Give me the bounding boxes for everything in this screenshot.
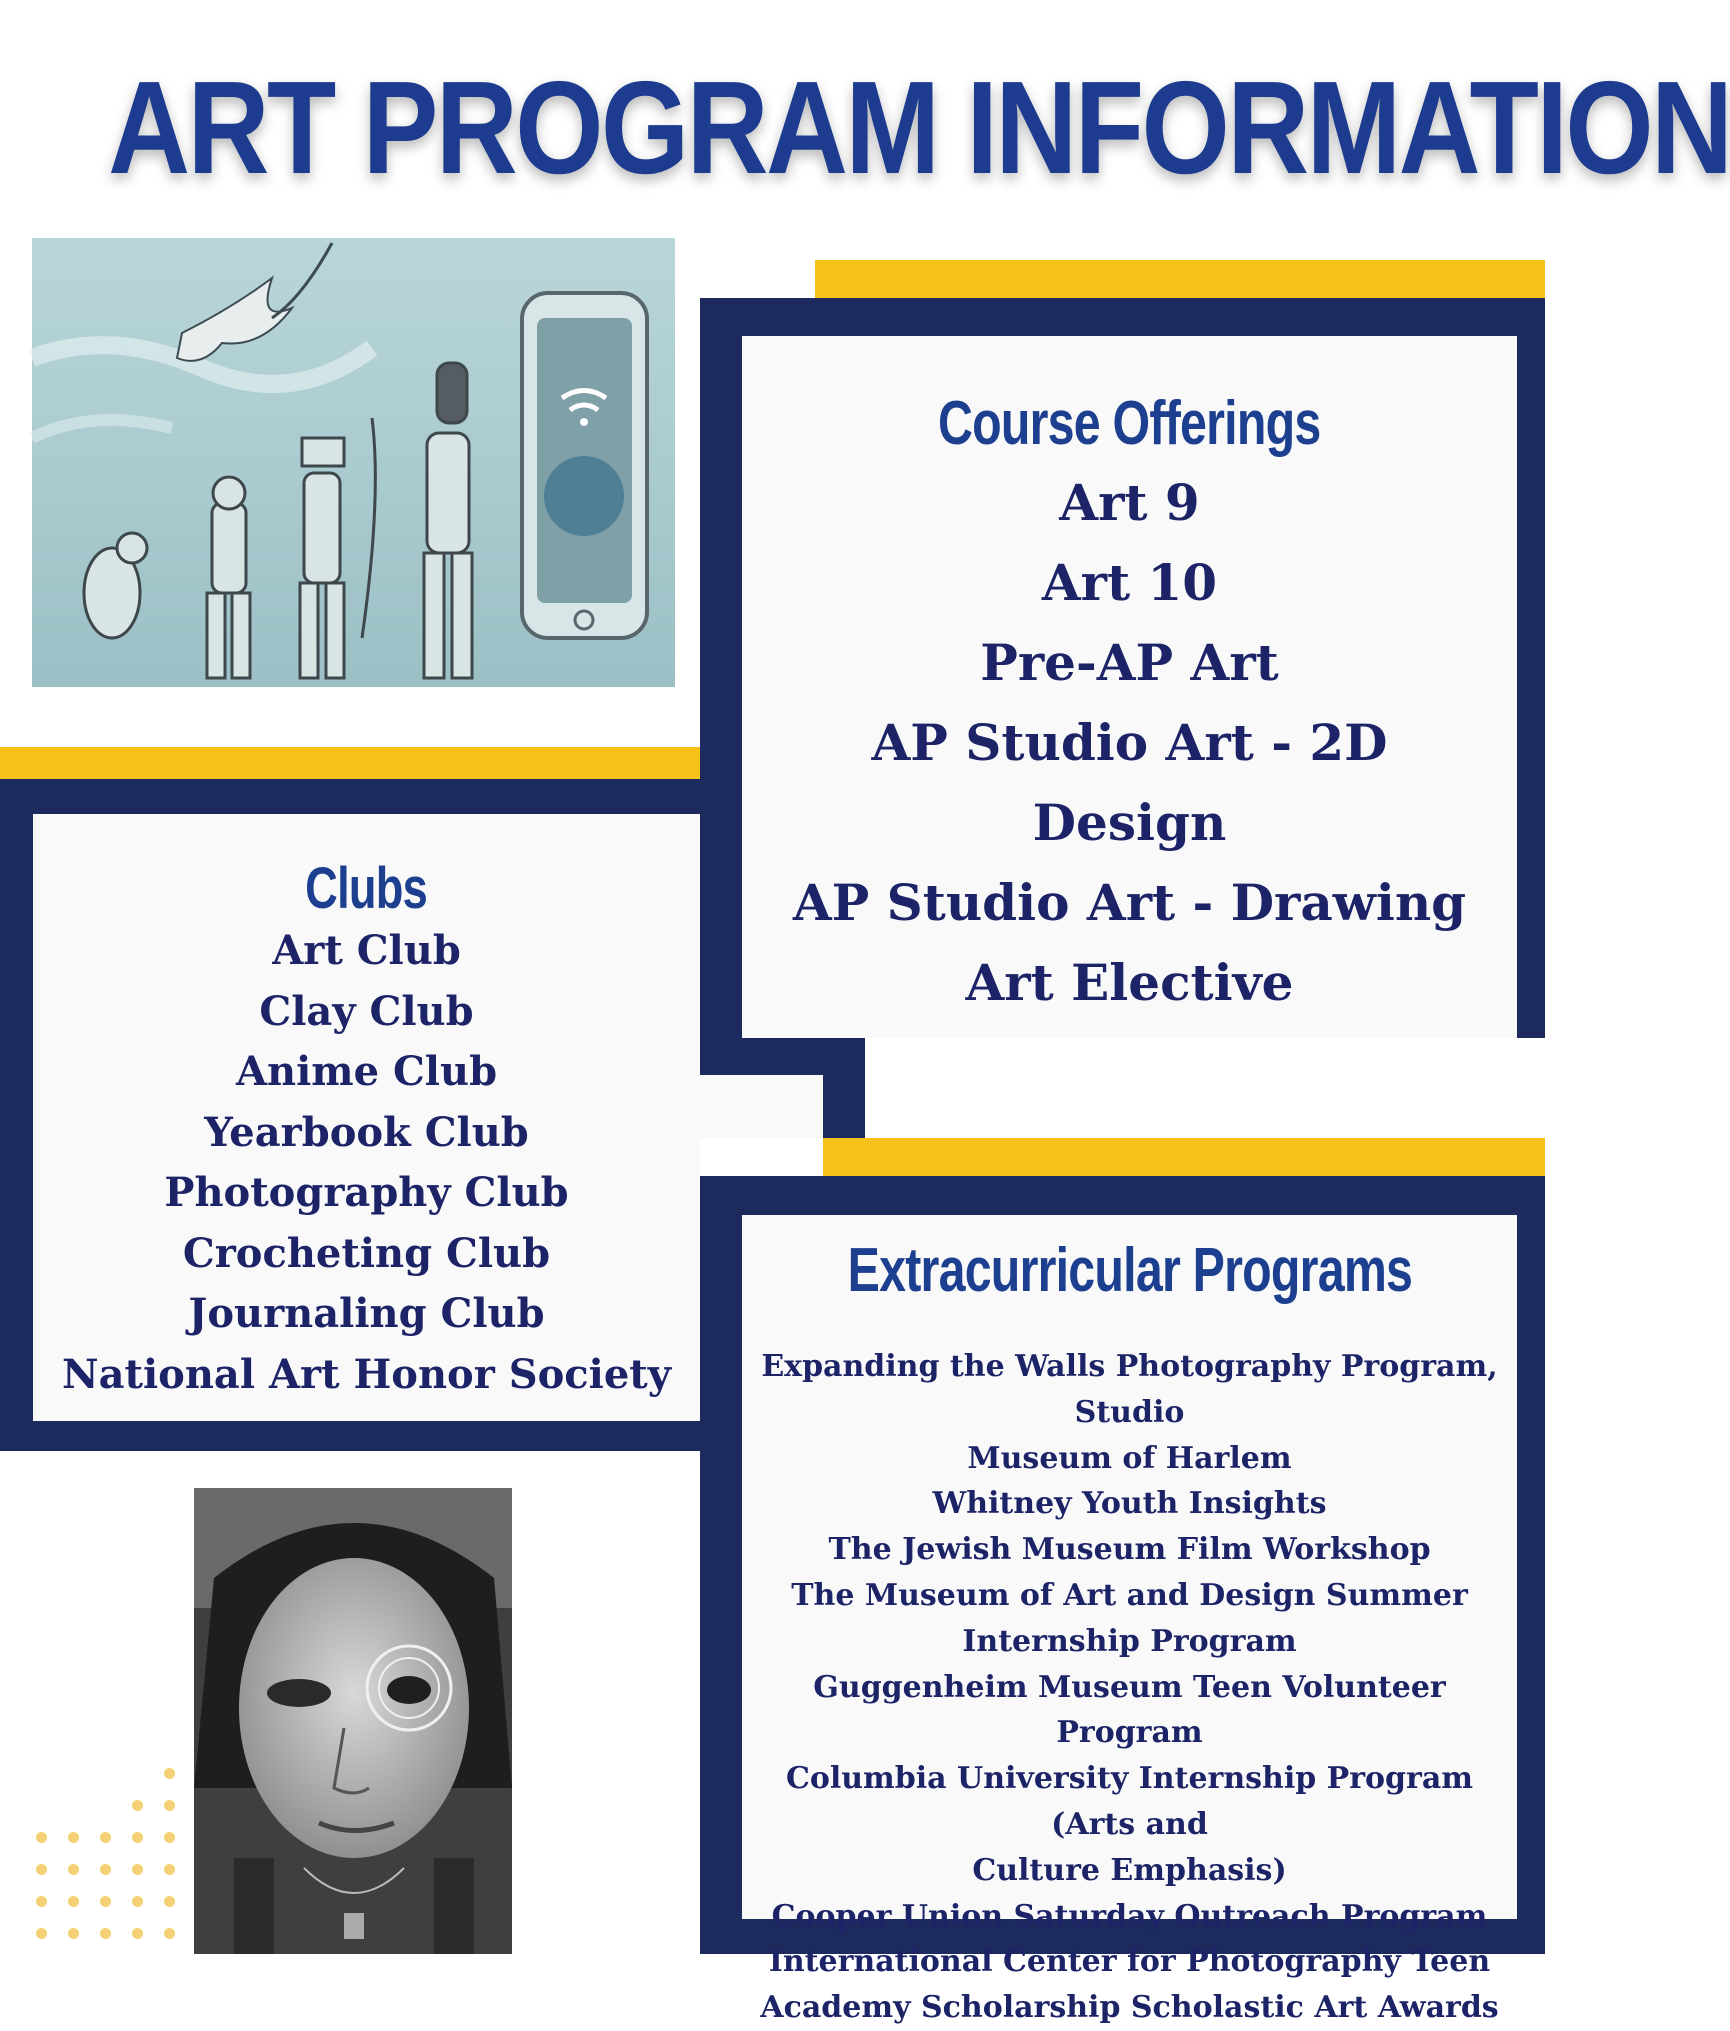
decorative-dot: [132, 1896, 143, 1907]
program-line: International Center for Photography Teen: [768, 1944, 1491, 1980]
painting-illustration: [32, 238, 675, 687]
gold-accent-bar: [0, 747, 700, 779]
decorative-dot: [100, 1864, 111, 1875]
program-line: Academy Scholarship Scholastic Art Awards: [760, 1990, 1499, 2026]
decorative-dot: [36, 1896, 47, 1907]
decorative-dot: [68, 1928, 79, 1939]
page-title: ART PROGRAM INFORMATION: [108, 54, 1730, 201]
decorative-dot: [164, 1928, 175, 1939]
decorative-dot: [132, 1864, 143, 1875]
decorative-dot: [164, 1800, 175, 1811]
course-item: Art 10: [1041, 553, 1218, 612]
clubs-heading: Clubs: [305, 856, 428, 921]
course-item: Art 9: [1059, 473, 1200, 532]
gold-accent-bar: [815, 260, 1545, 298]
connector-gap: [700, 1075, 823, 1138]
clubs-panel: [33, 814, 700, 1421]
course-offerings-heading: Course Offerings: [938, 389, 1321, 458]
decorative-dot: [132, 1928, 143, 1939]
course-item: Art Elective: [965, 953, 1294, 1012]
club-item: Yearbook Club: [204, 1108, 529, 1156]
program-line: Museum of Harlem: [967, 1440, 1292, 1476]
club-item: Clay Club: [259, 987, 474, 1035]
club-item: Photography Club: [164, 1169, 569, 1216]
program-line: The Jewish Museum Film Workshop: [828, 1532, 1431, 1568]
gold-accent-bar: [823, 1138, 1545, 1176]
decorative-dot: [68, 1864, 79, 1875]
decorative-dot: [164, 1832, 175, 1843]
painting-image: [32, 238, 675, 687]
club-item: Art Club: [272, 927, 461, 974]
decorative-dot: [68, 1896, 79, 1907]
program-line: Columbia University Internship Program (Arts and: [785, 1761, 1474, 1842]
decorative-dot: [68, 1832, 79, 1843]
portrait-image: [194, 1488, 512, 1954]
program-line: Guggenheim Museum Teen Volunteer Program: [813, 1669, 1446, 1751]
program-line: Expanding the Walls Photography Program, Studio: [761, 1349, 1498, 1430]
decorative-dot: [100, 1928, 111, 1939]
program-line: Cooper Union Saturday Outreach Program: [771, 1898, 1488, 1934]
course-offerings-panel: [742, 336, 1517, 1038]
decorative-dot: [100, 1832, 111, 1843]
course-item: AP Studio Art - 2D: [871, 713, 1388, 772]
decorative-dot: [164, 1768, 175, 1779]
club-item: Anime Club: [235, 1048, 498, 1095]
decorative-dot: [132, 1832, 143, 1843]
decorative-dot: [164, 1896, 175, 1907]
portrait-illustration: [194, 1488, 512, 1954]
program-line: Culture Emphasis): [972, 1852, 1287, 1888]
course-item: Pre-AP Art: [980, 633, 1279, 692]
decorative-dot: [36, 1928, 47, 1939]
program-line: Whitney Youth Insights: [932, 1486, 1327, 1522]
course-item: Design: [1032, 793, 1227, 852]
program-line: Internship Program: [962, 1623, 1297, 1659]
decorative-dot: [36, 1864, 47, 1875]
club-item: Crocheting Club: [182, 1229, 551, 1277]
club-item: Journaling Club: [188, 1290, 545, 1337]
decorative-dot: [100, 1896, 111, 1907]
program-line: The Museum of Art and Design Summer: [791, 1577, 1468, 1613]
extracurricular-panel: [742, 1215, 1517, 2026]
extracurricular-heading: Extracurricular Programs: [847, 1236, 1412, 1305]
club-item: National Art Honor Society: [62, 1350, 671, 1398]
decorative-dot: [164, 1864, 175, 1875]
course-item: AP Studio Art - Drawing: [792, 873, 1467, 932]
decorative-dot: [132, 1800, 143, 1811]
decorative-dot: [36, 1832, 47, 1843]
